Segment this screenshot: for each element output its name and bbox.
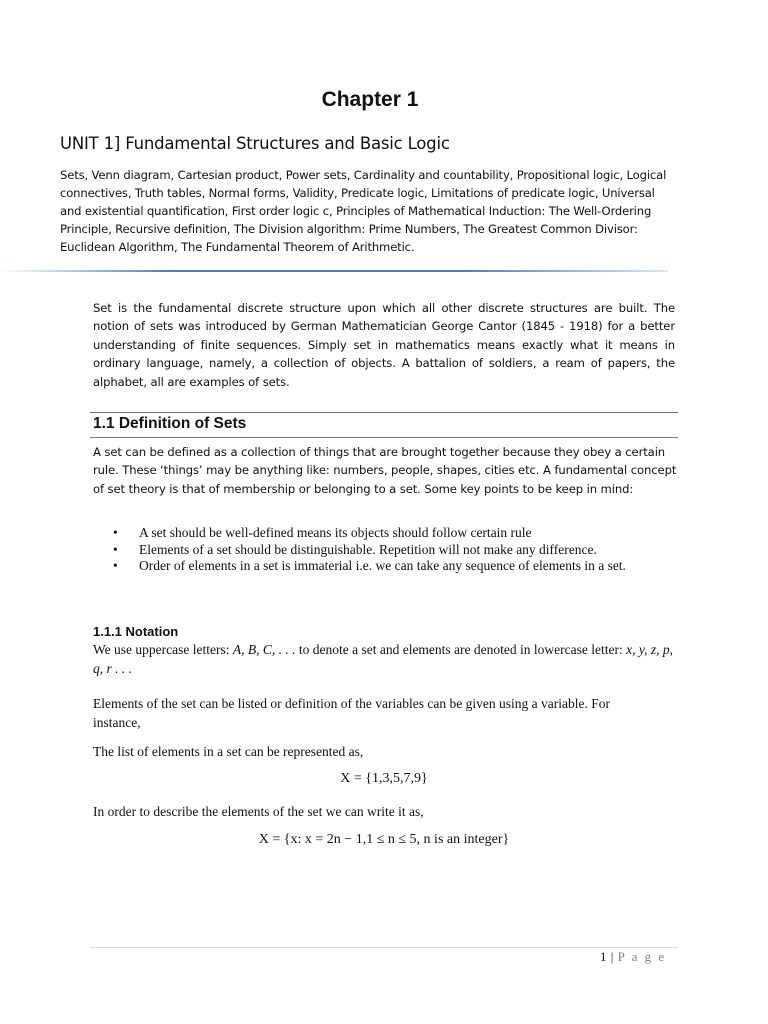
elements-paragraph: Elements of the set can be listed or definition of the variables can be given using a variable. For instance, (93, 696, 610, 730)
lowercase-variables: x, y, z, p, q, r . . . (93, 642, 673, 676)
section-heading-definition-of-sets: 1.1 Definition of Sets (93, 415, 247, 432)
list-representation-paragraph: The list of elements in a set can be represented as, (93, 744, 364, 759)
footer-separator: | (607, 949, 618, 964)
intro-paragraph: Set is the fundamental discrete structure upon which all other discrete structures are built. The notion of sets was introduced by German Mathematician George Cantor (1845 - 1918) for a better understanding of finite sequences. Simply set in mathematics means exactly what it means in ordinary language, namely, a collection of objects. A battalion of soldiers, a ream of papers, the alphabet, all are examples of sets. (93, 301, 675, 389)
list-item-text: Order of elements in a set is immaterial i.e. we can take any sequence of elements in a set. (139, 558, 626, 573)
definition-paragraph: A set can be defined as a collection of things that are brought together because they obey a certain rule. These ‘things’ may be anything like: numbers, people, shapes, cities etc. A fundamental concept of set theory is that of membership or belonging to a set. Some key points to be keep in mind: (93, 445, 677, 496)
section-rule-top (90, 412, 678, 413)
page-footer (600, 949, 666, 965)
key-points-list (113, 525, 633, 575)
syllabus-paragraph: Sets, Venn diagram, Cartesian product, Power sets, Cardinality and countability, Propositional logic, Logical connectives, Truth tables, Normal forms, Validity, Predicate logic, Limitations of predicate logic, Universal and existential quantification, First order logic c, Principles of Mathematical Induction: The Well-Ordering Principle, Recursive definition, The Division algorithm: Prime Numbers, The Greatest Common Divisor: Euclidean Algorithm, The Fundamental Theorem of Arithmetic. (60, 168, 667, 254)
notation-paragraph (93, 640, 683, 678)
header-divider (0, 270, 668, 272)
section-rule-bottom (90, 437, 678, 438)
list-item (113, 542, 633, 558)
list-item-text: A set should be well-defined means its objects should follow certain rule (139, 525, 532, 540)
chapter-title: Chapter 1 (321, 88, 419, 111)
bullet-icon: • (113, 525, 118, 540)
page-label: P a g e (617, 949, 667, 964)
list-item (113, 525, 633, 541)
notation-text-a: We use uppercase letters: (93, 642, 233, 657)
notation-text-b: to denote a set and elements are denoted in lowercase letter: (295, 642, 627, 657)
bullet-icon: • (113, 558, 118, 573)
page-number: 1 (600, 949, 607, 964)
footer-divider (90, 947, 678, 948)
bullet-icon: • (113, 541, 118, 557)
list-item (113, 558, 633, 574)
equation-set-builder: X = {x: x = 2n − 1,1 ≤ n ≤ 5, n is an integer} (258, 832, 510, 847)
list-item-text: Elements of a set should be distinguishable. Repetition will not make any difference. (139, 541, 597, 557)
unit-title: UNIT 1] Fundamental Structures and Basic Logic (60, 134, 450, 153)
describe-elements-paragraph: In order to describe the elements of the set we can write it as, (93, 804, 424, 819)
equation-roster: X = {1,3,5,7,9} (340, 771, 428, 786)
uppercase-variables: A, B, C, . . . (232, 642, 296, 657)
subsection-heading-notation: 1.1.1 Notation (93, 624, 179, 639)
